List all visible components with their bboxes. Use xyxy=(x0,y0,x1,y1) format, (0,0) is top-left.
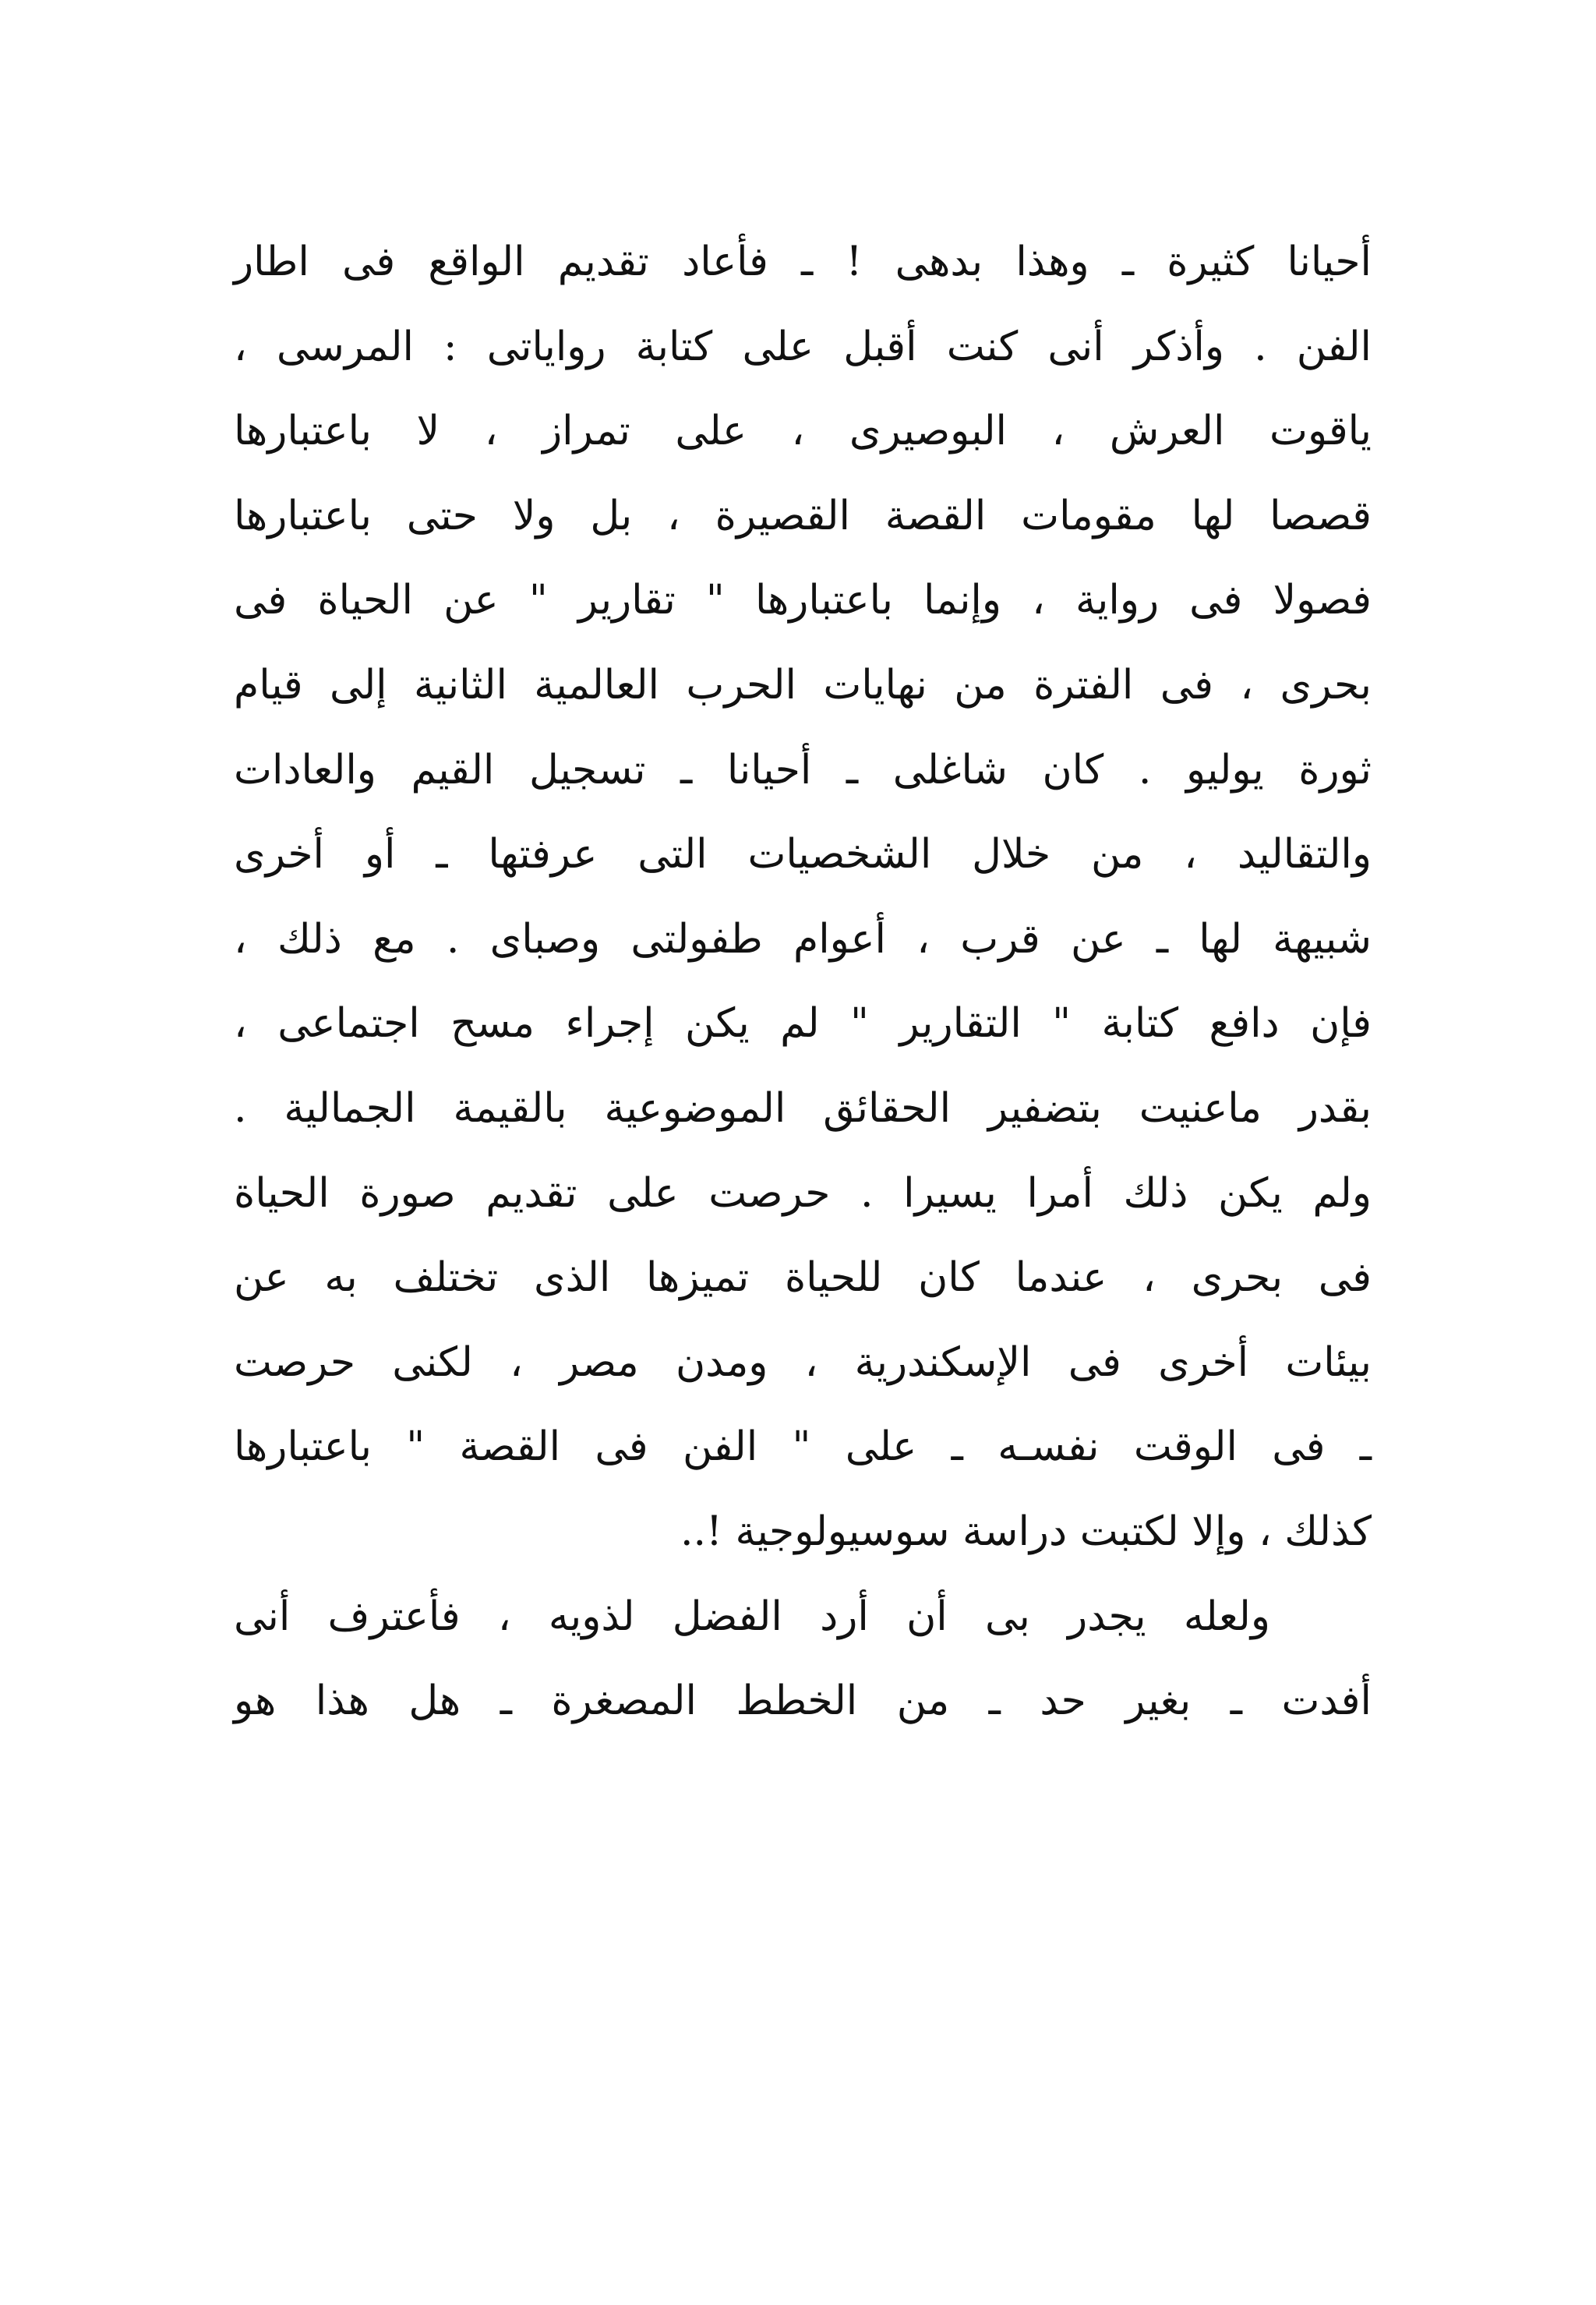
text-line: والتقاليد ، من خلال الشخصيات التى عرفتها ـ أو أخرى xyxy=(234,831,1372,879)
text-line: الفن . وأذكر أنى كنت أقبل على كتابة رواياتى : المرسى ، xyxy=(234,323,1372,370)
body-text xyxy=(234,220,1372,1744)
text-line: ـ فى الوقت نفسـه ـ على " الفن فى القصة " باعتبارها xyxy=(234,1423,1372,1471)
text-line: ولم يكن ذلك أمرا يسيرا . حرصت على تقديم صورة الحياة xyxy=(234,1169,1372,1217)
text-line: فى بحرى ، عندما كان للحياة تميزها الذى تختلف به عن xyxy=(234,1254,1372,1302)
text-line: أفدت ـ بغير حد ـ من الخطط المصغرة ـ هل هذا هو xyxy=(234,1677,1372,1725)
text-line: أحيانا كثيرة ـ وهذا بدهى ! ـ فأعاد تقديم الواقع فى اطار xyxy=(234,239,1372,285)
text-line: بقدر ماعنيت بتضفير الحقائق الموضوعية بالقيمة الجمالية . xyxy=(234,1084,1372,1132)
paragraph-end-line: كذلك ، وإلا لكتبت دراسة سوسيولوجية !.. xyxy=(680,1508,1372,1555)
text-line: شبيهة لها ـ عن قرب ، أعوام طفولتى وصباى . مع ذلك ، xyxy=(234,915,1372,963)
text-line: بحرى ، فى الفترة من نهايات الحرب العالمية الثانية إلى قيام xyxy=(234,661,1372,709)
text-line: قصصا لها مقومات القصة القصيرة ، بل ولا حتى باعتبارها xyxy=(234,492,1372,539)
paragraph-start-line: ولعله يجدر بى أن أرد الفضل لذويه ، فأعترف أنى xyxy=(234,1593,1270,1640)
text-line: ثورة يوليو . كان شاغلى ـ أحيانا ـ تسجيل القيم والعادات xyxy=(234,746,1372,794)
text-line: بيئات أخرى فى الإسكندرية ، ومدن مصر ، لكنى حرصت xyxy=(234,1338,1372,1386)
text-line: فإن دافع كتابة " التقارير " لم يكن إجراء مسح اجتماعى ، xyxy=(234,1000,1372,1048)
text-line: ياقوت العرش ، البوصيرى ، على تمراز ، لا باعتبارها xyxy=(234,408,1372,455)
text-line: فصولا فى رواية ، وإنما باعتبارها " تقارير " عن الحياة فى xyxy=(234,577,1372,624)
